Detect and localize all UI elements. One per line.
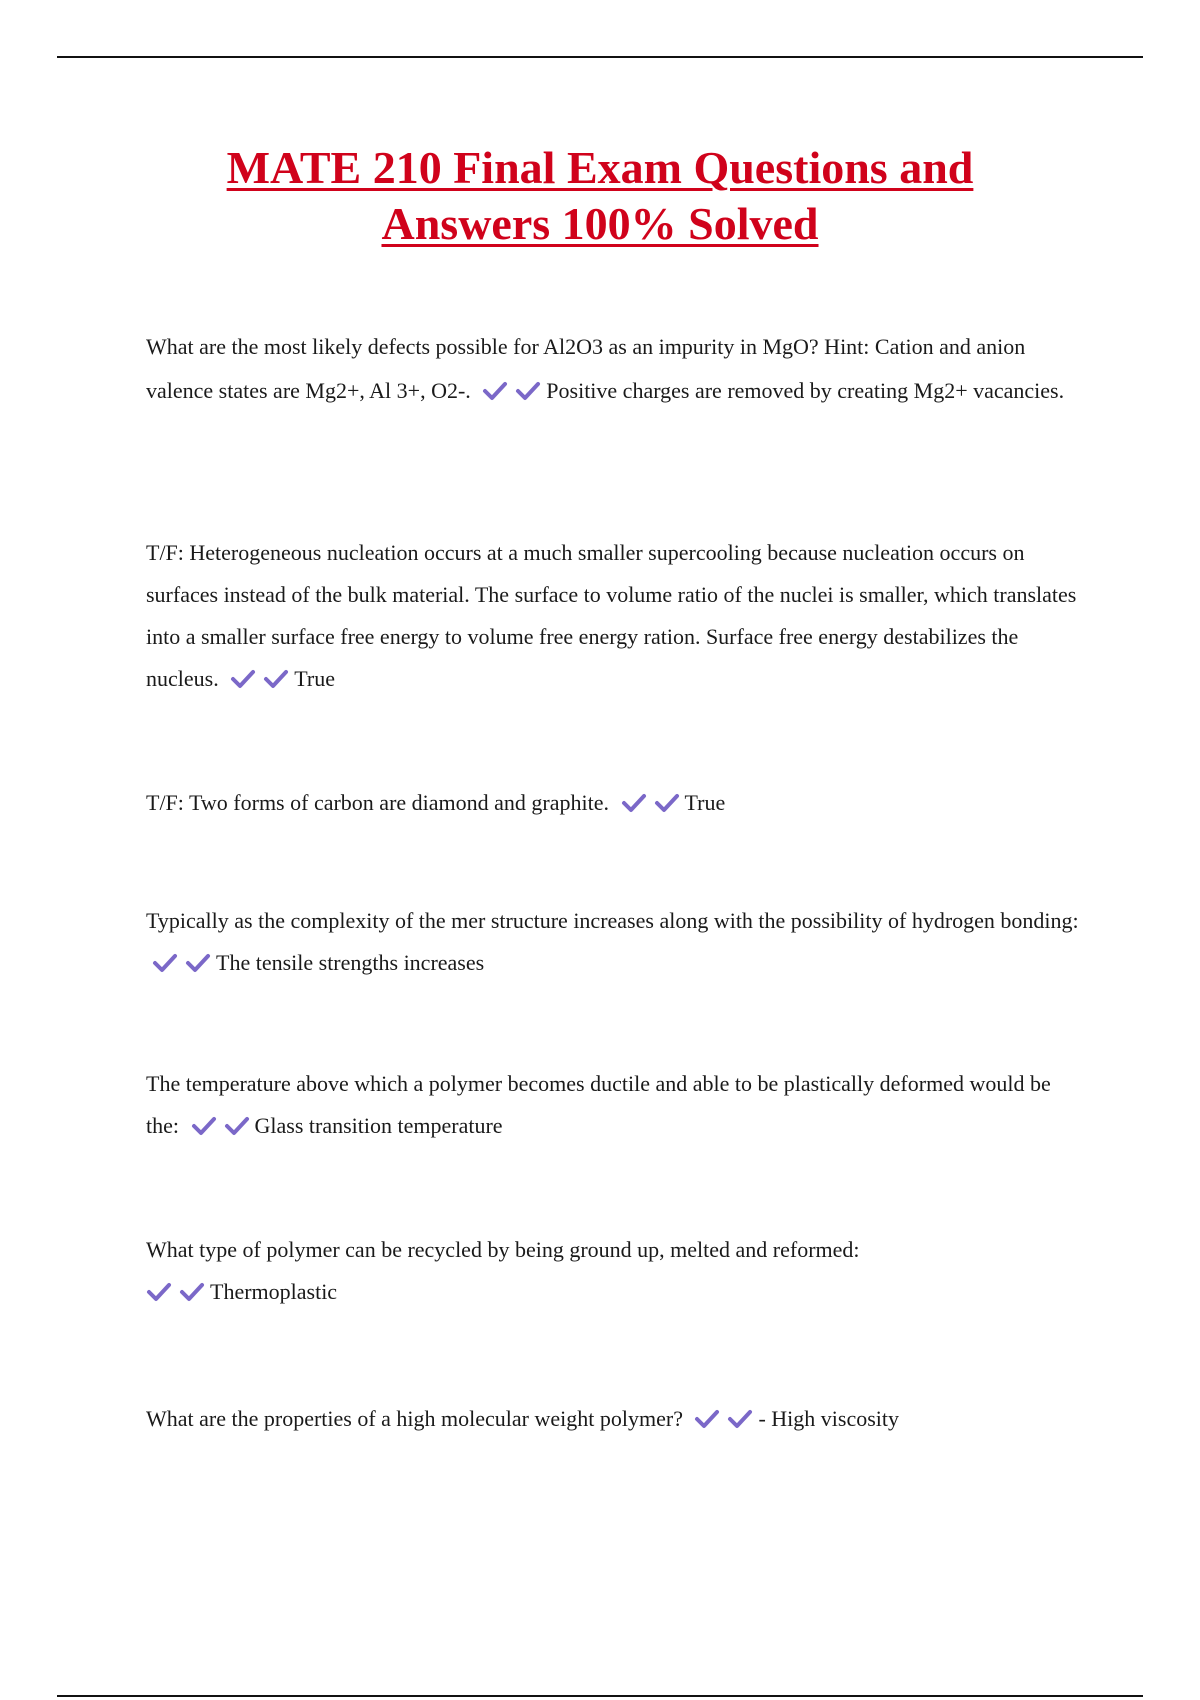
qa-item-4 <box>146 900 1086 984</box>
answer-text: True <box>684 790 726 815</box>
answer-text: Glass transition temperature <box>254 1113 503 1138</box>
answer-text: The tensile strengths increases <box>216 950 485 975</box>
document-title <box>0 140 1200 252</box>
qa-item-7 <box>146 1397 1086 1441</box>
answer-text: Positive charges are removed by creating Mg2+ vacancies. <box>546 378 1065 403</box>
question-text: What are the properties of a high molecular weight polymer? <box>146 1406 683 1431</box>
double-check-icon <box>621 790 687 815</box>
double-check-icon <box>191 1113 257 1138</box>
answer-text: True <box>294 666 335 691</box>
qa-item-2 <box>146 532 1086 700</box>
question-text: T/F: Two forms of carbon are diamond and graphite. <box>146 790 609 815</box>
question-text: What type of polymer can be recycled by being ground up, melted and reformed: <box>146 1237 860 1262</box>
double-check-icon <box>482 378 548 403</box>
qa-item-6 <box>146 1229 1086 1313</box>
double-check-icon <box>146 1279 212 1304</box>
answer-text: Thermoplastic <box>210 1279 338 1304</box>
qa-item-5 <box>146 1063 1086 1147</box>
qa-item-3 <box>146 781 1086 825</box>
qa-item-1 <box>146 325 1086 413</box>
title-line-1: MATE 210 Final Exam Questions and <box>226 142 974 193</box>
double-check-icon <box>694 1406 760 1431</box>
bottom-rule <box>57 1695 1143 1697</box>
answer-text: - High viscosity <box>758 1406 900 1431</box>
question-text: The temperature above which a polymer becomes ductile and able to be plastically deformed would be the: <box>146 1071 1051 1138</box>
question-text: Typically as the complexity of the mer structure increases along with the possibility of hydrogen bonding: <box>146 908 1079 933</box>
top-rule <box>57 56 1143 58</box>
double-check-icon <box>230 666 296 691</box>
double-check-icon <box>152 950 218 975</box>
question-text: What are the most likely defects possible for Al2O3 as an impurity in MgO? Hint: Cation and anion valence states are Mg2+, Al 3+, O2-. <box>146 334 1026 403</box>
title-line-2: Answers 100% Solved <box>381 198 819 249</box>
question-text: T/F: Heterogeneous nucleation occurs at a much smaller supercooling because nucleation occurs on surfaces instead of the bulk material. The surface to volume ratio of the nuclei is smaller, which translates into a smaller surface free energy to volume free energy ration. Surface free energy destabilizes the nucleus. <box>146 540 1077 691</box>
